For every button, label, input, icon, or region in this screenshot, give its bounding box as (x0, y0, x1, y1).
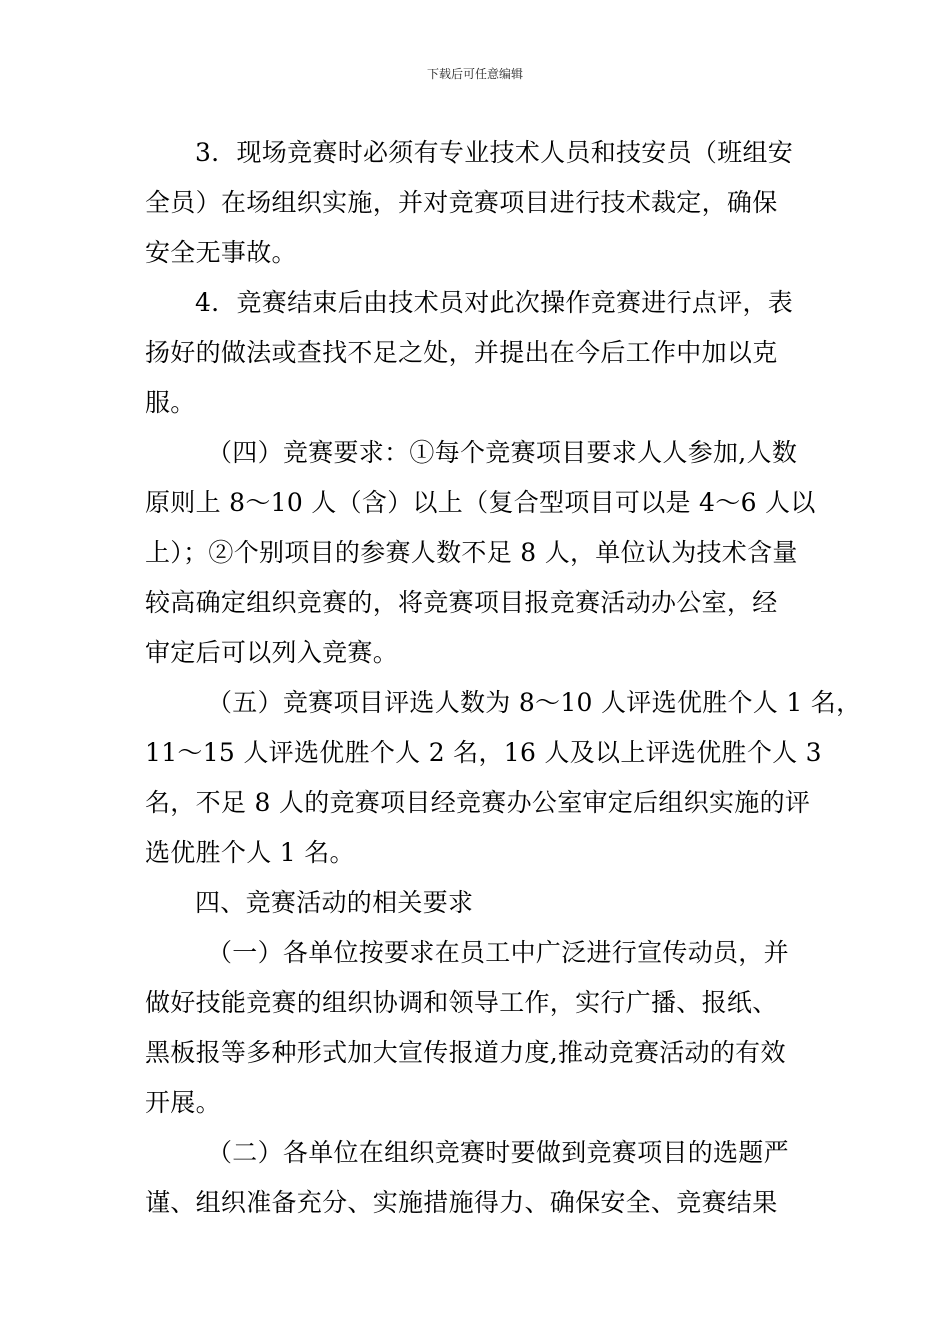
paragraph (145, 278, 810, 428)
paragraph (145, 428, 816, 678)
text-line: 上）；②个别项目的参赛人数不足 8 人，单位认为技术含量 (145, 538, 798, 567)
paragraph (145, 1128, 810, 1228)
text-line: 服。 (145, 388, 196, 417)
paragraph (145, 928, 810, 1128)
text-line: 4．竞赛结束后由技术员对此次操作竞赛进行点评，表 (195, 288, 794, 317)
page-header: 下载后可任意编辑 (426, 67, 523, 81)
text-line: （四）竞赛要求：①每个竞赛项目要求人人参加,人数 (207, 438, 798, 467)
text-line: （五）竞赛项目评选人数为 8～10 人评选优胜个人 1 名， (207, 688, 862, 717)
paragraph (145, 678, 862, 878)
text-line: 扬好的做法或查找不足之处，并提出在今后工作中加以克 (145, 338, 778, 367)
text-line: 名，不足 8 人的竞赛项目经竞赛办公室审定后组织实施的评 (145, 788, 811, 817)
text-line: 四、竞赛活动的相关要求 (195, 888, 474, 917)
text-line: 3．现场竞赛时必须有专业技术人员和技安员（班组安 (195, 138, 794, 167)
text-line: 安全无事故。 (145, 238, 297, 267)
text-line: 原则上 8～10 人（含）以上（复合型项目可以是 4～6 人以 (145, 488, 816, 517)
text-line: 审定后可以列入竞赛。 (145, 638, 399, 667)
paragraph (145, 128, 810, 278)
text-line: 选优胜个人 1 名。 (145, 838, 355, 867)
text-line: （二）各单位在组织竞赛时要做到竞赛项目的选题严 (207, 1138, 789, 1167)
text-line: 黑板报等多种形式加大宣传报道力度,推动竞赛活动的有效 (145, 1038, 786, 1067)
text-line: 做好技能竞赛的组织协调和领导工作，实行广播、报纸、 (145, 988, 778, 1017)
document-body (145, 128, 862, 1228)
text-line: 开展。 (145, 1088, 221, 1117)
text-line: 全员）在场组织实施，并对竞赛项目进行技术裁定，确保 (145, 188, 778, 217)
text-line: 较高确定组织竞赛的，将竞赛项目报竞赛活动办公室，经 (145, 588, 778, 617)
text-line: 谨、组织准备充分、实施措施得力、确保安全、竞赛结果 (145, 1188, 778, 1217)
text-line: （一）各单位按要求在员工中广泛进行宣传动员，并 (207, 938, 789, 967)
section-heading (145, 878, 810, 928)
text-line: 11～15 人评选优胜个人 2 名，16 人及以上评选优胜个人 3 (145, 738, 822, 767)
